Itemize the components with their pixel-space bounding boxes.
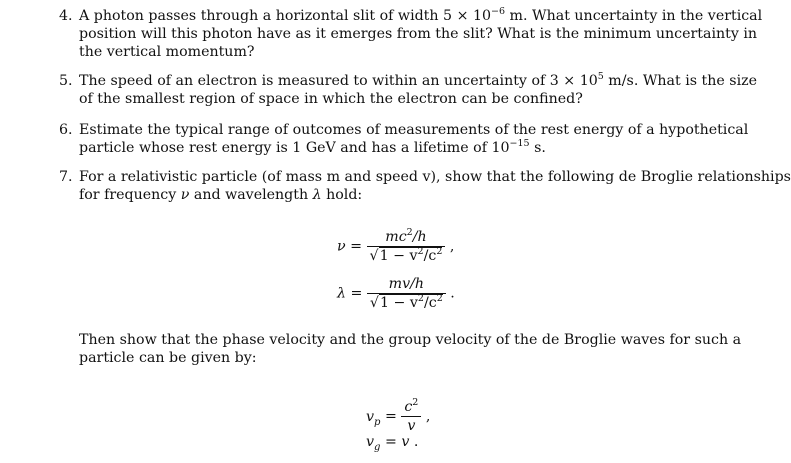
fraction: [401, 398, 421, 435]
problem-line: position will this photon have as it emerges from the slit? What is the minimum uncertainty in: [79, 26, 758, 42]
fraction-numerator: mv/h: [388, 276, 425, 292]
problem-line: the vertical momentum?: [79, 44, 255, 60]
equation-group-velocity: $v_g = v$ .: [366, 434, 419, 453]
problem-text: [79, 6, 763, 61]
problem-line: of the smallest region of space in which the electron can be confined?: [79, 91, 583, 107]
problem-7: [59, 168, 791, 204]
problem-number: 7.: [59, 169, 73, 185]
fraction: [367, 228, 446, 265]
equation-punctuation: .: [413, 434, 419, 450]
equation-lhs: $v_g$: [366, 434, 381, 453]
problem-number: 5.: [59, 73, 73, 89]
problem-line: Estimate the typical range of outcomes of measurements of the rest energy of a hypothetical: [79, 122, 749, 138]
problem-text: [79, 71, 757, 108]
fraction: [367, 275, 446, 312]
fraction-numerator: $c^2$: [404, 397, 419, 415]
equation-lhs: $v_p$: [366, 408, 381, 428]
follow-up-text: [79, 331, 742, 367]
equation-punctuation: ,: [449, 238, 455, 255]
problem-line: particle whose rest energy is 1 GeV and has a lifetime of $10^{-15}$ s.: [79, 138, 546, 156]
problem-4: [59, 6, 763, 61]
equation-phase-velocity: $v_p$ = $\frac{c^2}{v}$ ,: [366, 397, 431, 434]
fraction-denominator: v: [401, 416, 421, 435]
problem-number: 6.: [59, 122, 73, 138]
fraction-numerator: $mc^2/h$: [385, 227, 427, 245]
equation-lhs: λ =: [337, 285, 363, 302]
equation-wavelength: [337, 275, 455, 312]
fraction-denominator: $√1 - v^2/c^2$: [367, 246, 446, 265]
problem-text: [79, 168, 791, 204]
fraction-denominator: $√1 - v^2/c^2$: [367, 293, 446, 312]
problem-text: [79, 121, 749, 157]
text-line: Then show that the phase velocity and the group velocity of the de Broglie waves for such a: [79, 332, 742, 348]
equation-lhs: ν =: [337, 238, 363, 255]
problem-6: [59, 121, 749, 157]
problem-number: 4.: [59, 8, 73, 24]
problem-line: For a relativistic particle (of mass m and speed v), show that the following de Broglie relationships: [79, 169, 791, 185]
equation-punctuation: ,: [425, 408, 431, 425]
problem-line: A photon passes through a horizontal slit of width $5 \times 10^{-6}$ m. What uncertainty in the vertical: [79, 6, 763, 24]
equation-frequency: [337, 228, 454, 265]
equation-punctuation: .: [450, 285, 455, 302]
problem-line: for frequency ν and wavelength λ hold:: [79, 187, 363, 203]
problem-5: [59, 71, 757, 108]
problem-line: The speed of an electron is measured to within an uncertainty of $3 \times 10^5$ m/s. What is the size: [79, 71, 757, 89]
text-line: particle can be given by:: [79, 350, 257, 366]
